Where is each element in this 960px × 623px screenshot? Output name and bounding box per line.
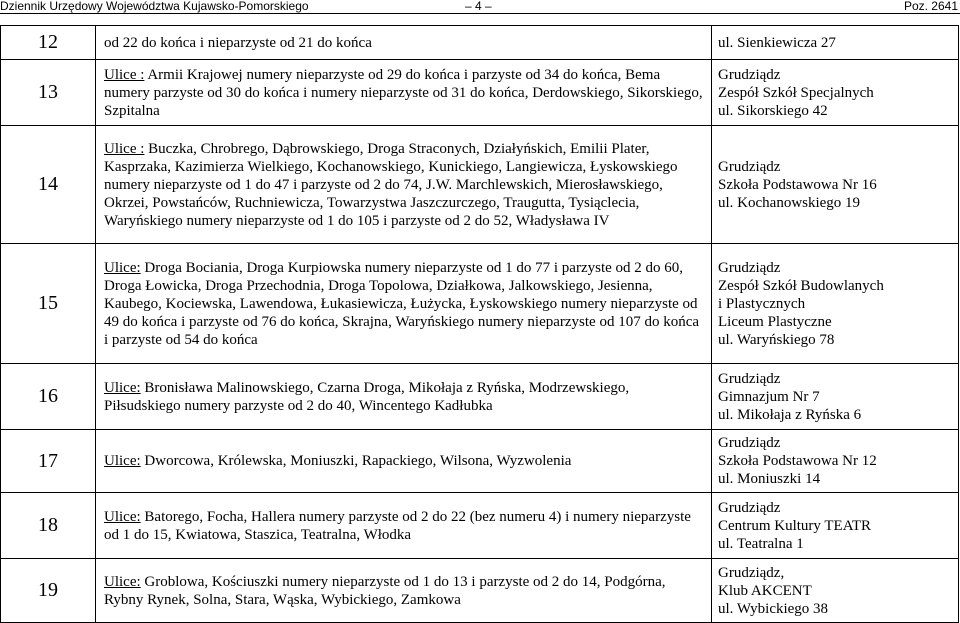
- address-line: ul. Kochanowskiego 19: [718, 194, 861, 211]
- streets-text: od 22 do końca i nieparzyste od 21 do końca: [104, 34, 372, 51]
- streets-text: Bronisława Malinowskiego, Czarna Droga, Mikołaja z Ryńska, Modrzewskiego, Piłsudskiego numery parzyste od 2 do 40, Wincentego Kadłubka: [104, 379, 630, 414]
- streets-text: Armii Krajowej numery nieparzyste od 29 do końca i parzyste od 34 do końca, Bema numery parzyste od 30 do końca i numery nieparzyste od 31 do końca, Derdowskiego, Sikorskiego, Szpitalna: [104, 66, 703, 119]
- address-line: i Plastycznych: [718, 295, 806, 312]
- table-row: [1, 559, 959, 623]
- address-line: Grudziądz,: [718, 564, 785, 581]
- address-line: Zespół Szkół Budowlanych: [718, 277, 884, 294]
- address-line: Grudziądz: [718, 158, 781, 175]
- table-row: [1, 60, 959, 126]
- address-line: ul. Mikołaja z Ryńska 6: [718, 406, 862, 423]
- table-row: [1, 364, 959, 430]
- polling-station-address: [712, 60, 959, 126]
- streets-text: Droga Bociania, Droga Kurpiowska numery nieparzyste od 1 do 77 i parzyste od 2 do 60, Droga Łowicka, Droga Przechodnia, Droga Topolowa, Działkowa, Jalkowskiego, Jesienna, Kaubego, Kociewska, Lawendowa, Łukasiewicza, Łużycka, Łyskowskiego numery nieparzyste od 49 do końca i parzyste od 76 do końca, Skrajna, Waryńskiego numery nieparzyste od 107 do końca i parzyste od 54 do końca: [104, 259, 700, 348]
- streets-label: Ulice:: [104, 259, 141, 276]
- page-number: – 4 –: [465, 0, 492, 13]
- address-line: Grudziądz: [718, 66, 781, 83]
- address-line: ul. Sienkiewicza 27: [718, 34, 836, 51]
- streets-label: Ulice:: [104, 379, 141, 396]
- district-number: 17: [1, 430, 96, 493]
- polling-station-address: [712, 364, 959, 430]
- streets-label: Ulice:: [104, 453, 141, 469]
- table-row: [1, 26, 959, 60]
- address-line: ul. Sikorskiego 42: [718, 102, 828, 119]
- district-number: 15: [1, 244, 96, 364]
- district-number: 16: [1, 364, 96, 430]
- polling-station-address: [712, 126, 959, 244]
- header-divider: [0, 13, 960, 14]
- address-line: Centrum Kultury TEATR: [718, 517, 872, 534]
- address-line: ul. Moniuszki 14: [718, 471, 821, 487]
- streets-label: Ulice :: [104, 140, 145, 157]
- address-line: Szkoła Podstawowa Nr 12: [718, 453, 877, 469]
- table-row: [1, 126, 959, 244]
- table-row: [1, 493, 959, 559]
- page-header: [0, 0, 960, 14]
- polling-station-address: [712, 244, 959, 364]
- address-line: Grudziądz: [718, 259, 781, 276]
- district-number: 18: [1, 493, 96, 559]
- address-line: ul. Teatralna 1: [718, 535, 804, 552]
- table-row: [1, 244, 959, 364]
- address-line: Klub AKCENT: [718, 582, 812, 599]
- address-line: Liceum Plastyczne: [718, 313, 832, 330]
- district-streets: [96, 430, 712, 493]
- district-streets: [96, 364, 712, 430]
- district-number: 14: [1, 126, 96, 244]
- streets-label: Ulice:: [104, 573, 141, 590]
- position-number: Poz. 2641: [903, 0, 958, 13]
- district-streets: [96, 126, 712, 244]
- district-streets: [96, 60, 712, 126]
- district-number: 12: [1, 26, 96, 60]
- address-line: Zespół Szkół Specjalnych: [718, 84, 874, 101]
- address-line: Gimnazjum Nr 7: [718, 388, 820, 405]
- district-number: 13: [1, 60, 96, 126]
- address-line: ul. Wybickiego 38: [718, 600, 829, 617]
- streets-text: Dworcowa, Królewska, Moniuszki, Rapackiego, Wilsona, Wyzwolenia: [140, 453, 572, 469]
- streets-label: Ulice :: [104, 66, 145, 83]
- polling-station-address: [712, 493, 959, 559]
- streets-label: Ulice:: [104, 508, 141, 525]
- address-line: ul. Waryńskiego 78: [718, 331, 835, 348]
- address-line: Grudziądz: [718, 370, 781, 387]
- address-line: Grudziądz: [718, 435, 781, 451]
- streets-text: Batorego, Focha, Hallera numery parzyste od 2 do 22 (bez numeru 4) i numery nieparzyste od 1 do 15, Kwiatowa, Staszica, Teatralna, Włodka: [104, 508, 691, 543]
- streets-text: Groblowa, Kościuszki numery nieparzyste od 1 do 13 i parzyste od 2 do 14, Podgórna, Rybny Rynek, Solna, Stara, Wąska, Wybickiego, Zamkowa: [104, 573, 666, 608]
- streets-text: Buczka, Chrobrego, Dąbrowskiego, Droga Straconych, Działyńskich, Emilii Plater, Kasprzaka, Kazimierza Wielkiego, Kochanowskiego, Kunickiego, Langiewicza, Łyskowskiego numery nieparzyste od 1 do 47 i parzyste od 2 do 74, J.W. Marchlewskich, Mierosławskiego, Okrzei, Powstańców, Ruchniewicza, Towarzystwa Jaszczurczego, Traugutta, Tysiąclecia, Waryńskiego numery nieparzyste od 1 do 105 i parzyste od 2 do 52, Władysława IV: [104, 140, 678, 229]
- address-line: Szkoła Podstawowa Nr 16: [718, 176, 877, 193]
- district-streets: [96, 493, 712, 559]
- polling-station-address: [712, 430, 959, 493]
- district-number: 19: [1, 559, 96, 623]
- district-streets: [96, 244, 712, 364]
- polling-station-address: [712, 559, 959, 623]
- table-row: [1, 430, 959, 493]
- journal-title: Dziennik Urzędowy Województwa Kujawsko-Pomorskiego: [0, 0, 309, 13]
- address-line: Grudziądz: [718, 499, 781, 516]
- district-streets: [96, 559, 712, 623]
- polling-station-address: [712, 26, 959, 60]
- polling-districts-table: [0, 25, 959, 623]
- district-streets: [96, 26, 712, 60]
